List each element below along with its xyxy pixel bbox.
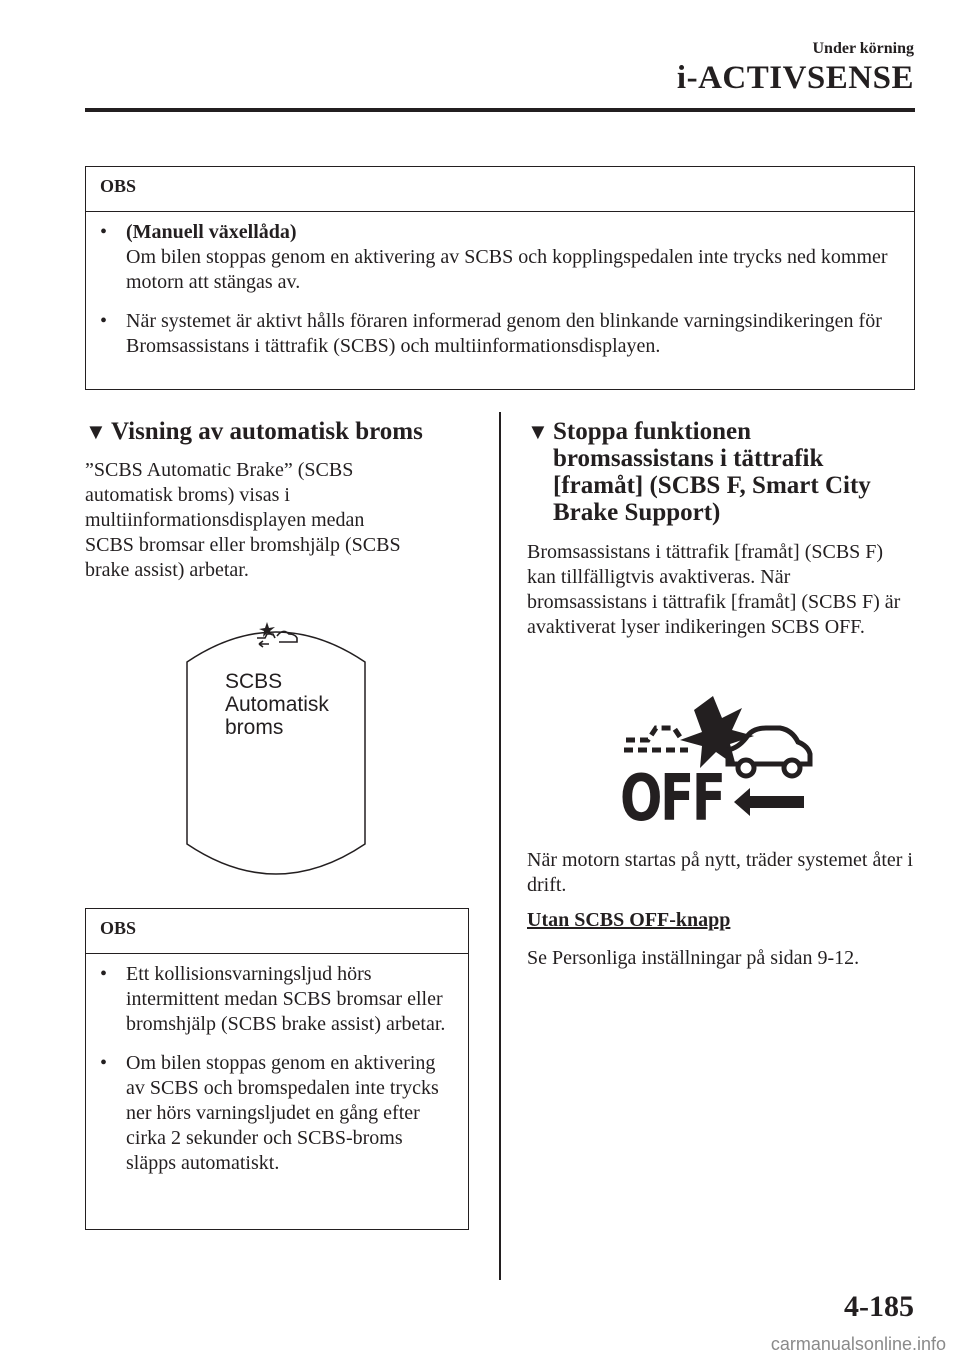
top-note-item bbox=[100, 309, 900, 359]
bullet-icon: • bbox=[100, 310, 108, 332]
left-section-title bbox=[85, 418, 475, 445]
right-section-title-text: Stoppa funktionen bromsassistans i tättrafik [framåt] (SCBS F, Smart City Brake Support) bbox=[553, 418, 871, 526]
watermark: carmanualsonline.info bbox=[770, 1334, 946, 1354]
page-number: 4-185 bbox=[844, 1290, 914, 1323]
restart-paragraph: När motorn startas på nytt, träder systemet åter i drift. bbox=[527, 849, 913, 896]
top-note-body bbox=[86, 212, 914, 371]
column-divider bbox=[499, 412, 501, 1280]
left-note-item-text: Om bilen stoppas genom en aktivering av SCBS och bromspedalen inte trycks ner hörs varningsljudet en gång efter cirka 2 sekunder och SCBS-broms släpps automatiskt. bbox=[126, 1052, 439, 1174]
display-line: broms bbox=[225, 716, 284, 739]
triangle-bullet-icon: ▼ bbox=[85, 419, 107, 444]
without-button-subheading: Utan SCBS OFF-knapp bbox=[527, 909, 731, 931]
right-section-title bbox=[527, 418, 907, 526]
left-note-body bbox=[86, 954, 468, 1188]
bullet-icon: • bbox=[100, 963, 108, 985]
left-note-item bbox=[100, 962, 454, 1037]
right-paragraph: Bromsassistans i tättrafik [framåt] (SCBS F) kan tillfälligtvis avaktiveras. När bromsassistans i tättrafik [framåt] (SCBS F) är avaktiverat lyser indikeringen SCBS OFF. bbox=[527, 541, 901, 638]
top-note-item-bold: (Manuell växellåda) bbox=[126, 221, 297, 243]
top-note-box bbox=[85, 166, 915, 390]
left-note-item-text: Ett kollisionsvarningsljud hörs intermittent medan SCBS bromsar eller bromshjälp (SCBS brake assist) arbetar. bbox=[126, 963, 446, 1035]
header-section: Under körning bbox=[812, 40, 914, 57]
scbs-off-indicator bbox=[618, 690, 818, 835]
left-note-box bbox=[85, 908, 469, 1230]
multi-info-display bbox=[185, 612, 367, 880]
display-text bbox=[225, 670, 329, 739]
off-label: OFF bbox=[620, 762, 724, 836]
display-frame-icon bbox=[185, 612, 367, 880]
reference-paragraph: Se Personliga inställningar på sidan 9-12. bbox=[527, 947, 860, 969]
header-rule bbox=[85, 108, 915, 112]
bullet-icon: • bbox=[100, 1052, 108, 1074]
left-section-title-text: Visning av automatisk broms bbox=[111, 418, 423, 445]
left-paragraph: ”SCBS Automatic Brake” (SCBS automatisk broms) visas i multiinformationsdisplayen medan SCBS bromsar eller bromshjälp (SCBS brake assist) arbetar. bbox=[85, 459, 401, 581]
triangle-bullet-icon: ▼ bbox=[527, 419, 549, 444]
display-line: Automatisk bbox=[225, 693, 329, 716]
bullet-icon: • bbox=[100, 221, 108, 243]
left-note-heading: OBS bbox=[86, 909, 468, 954]
top-note-item bbox=[100, 220, 900, 295]
left-note-item bbox=[100, 1051, 454, 1176]
display-line: SCBS bbox=[225, 670, 283, 693]
top-note-heading: OBS bbox=[86, 167, 914, 212]
top-note-item-text: När systemet är aktivt hålls föraren informerad genom den blinkande varningsindikeringen för Bromsassistans i tättrafik (SCBS) och multiinformationsdisplayen. bbox=[126, 310, 882, 357]
top-note-item-text: Om bilen stoppas genom en aktivering av SCBS och kopplingspedalen inte trycks ned kommer motorn att stängas av. bbox=[126, 246, 888, 293]
header-title: i-ACTIVSENSE bbox=[676, 60, 914, 96]
